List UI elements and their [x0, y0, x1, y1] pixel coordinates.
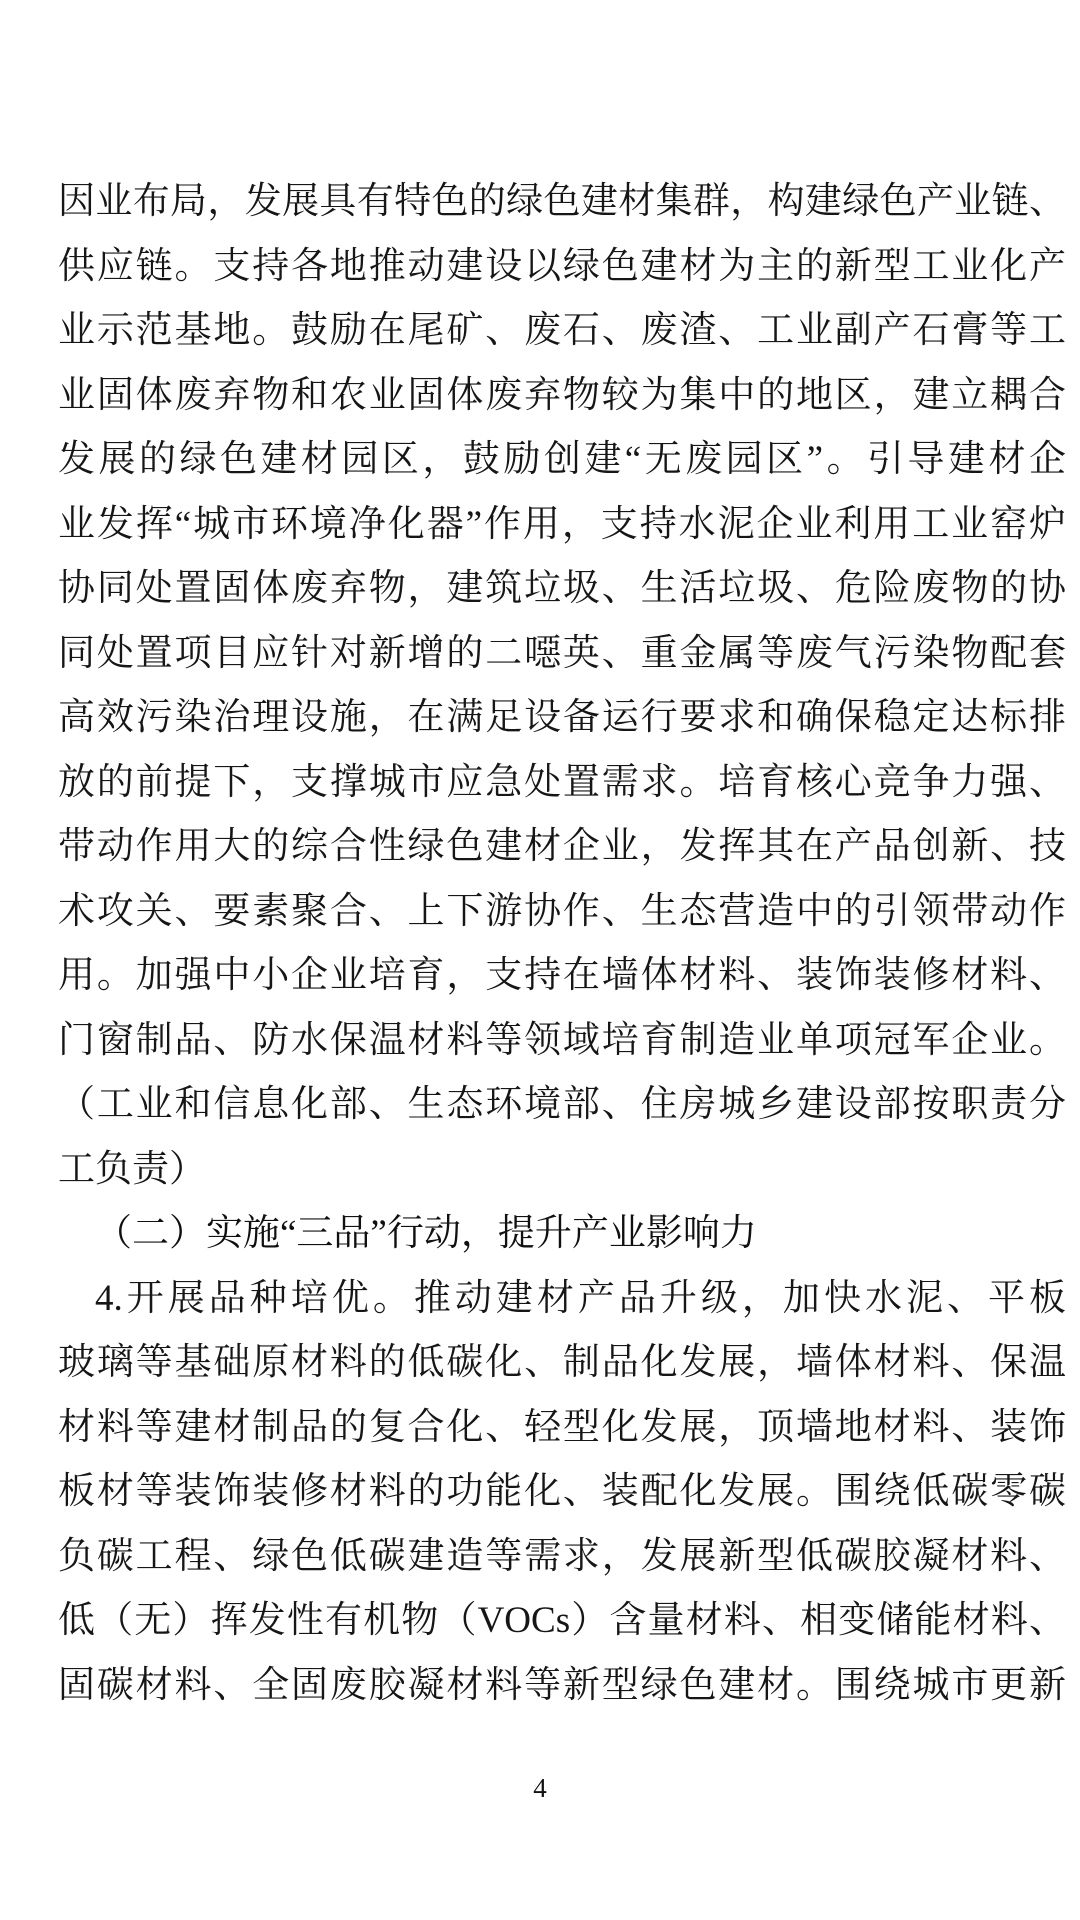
text-line: 用。加强中小企业培育，支持在墙体材料、装饰装修材料、: [58, 955, 1066, 996]
text-line: 玻璃等基础原材料的低碳化、制品化发展，墙体材料、保温: [58, 1342, 1066, 1383]
text-line: 负碳工程、绿色低碳建造等需求，发展新型低碳胶凝材料、: [58, 1535, 1066, 1577]
text-line: 4.开展品种培优。推动建材产品升级，加快水泥、平板: [95, 1277, 1066, 1319]
text-line: 高效污染治理设施，在满足设备运行要求和确保稳定达标排: [58, 697, 1066, 738]
text-line: 术攻关、要素聚合、上下游协作、生态营造中的引领带动作: [58, 890, 1066, 932]
document-body: [58, 170, 1066, 1718]
text-line: 协同处置固体废弃物，建筑垃圾、生活垃圾、危险废物的协: [58, 568, 1066, 609]
text-line: 同处置项目应针对新增的二噁英、重金属等废气污染物配套: [58, 632, 1066, 674]
text-line: 工负责）: [58, 1148, 206, 1190]
text-line: 业示范基地。鼓励在尾矿、废石、废渣、工业副产石膏等工: [58, 310, 1066, 351]
text-line: 低（无）挥发性有机物（VOCs）含量材料、相变储能材料、: [58, 1600, 1066, 1641]
page-number: 4: [533, 1773, 547, 1803]
text-line: 放的前提下，支撑城市应急处置需求。培育核心竞争力强、: [58, 761, 1066, 803]
text-line: 业发挥“城市环境净化器”作用，支持水泥企业利用工业窑炉: [58, 503, 1066, 545]
text-line: 板材等装饰装修材料的功能化、装配化发展。围绕低碳零碳: [58, 1471, 1066, 1512]
text-line: 因业布局，发展具有特色的绿色建材集群，构建绿色产业链、: [58, 181, 1066, 222]
text-line: 固碳材料、全固废胶凝材料等新型绿色建材。围绕城市更新: [58, 1664, 1066, 1706]
text-line: 发展的绿色建材园区，鼓励创建“无废园区”。引导建材企: [58, 439, 1066, 480]
text-line: 业固体废弃物和农业固体废弃物较为集中的地区，建立耦合: [58, 374, 1066, 416]
text-line: 材料等建材制品的复合化、轻型化发展，顶墙地材料、装饰: [58, 1406, 1066, 1448]
text-line: （二）实施“三品”行动，提升产业影响力: [95, 1213, 757, 1254]
text-line: 门窗制品、防水保温材料等领域培育制造业单项冠军企业。: [58, 1019, 1066, 1061]
text-line: 带动作用大的综合性绿色建材企业，发挥其在产品创新、技: [58, 826, 1066, 867]
text-line: （工业和信息化部、生态环境部、住房城乡建设部按职责分: [58, 1084, 1066, 1125]
text-line: 供应链。支持各地推动建设以绿色建材为主的新型工业化产: [58, 245, 1066, 287]
